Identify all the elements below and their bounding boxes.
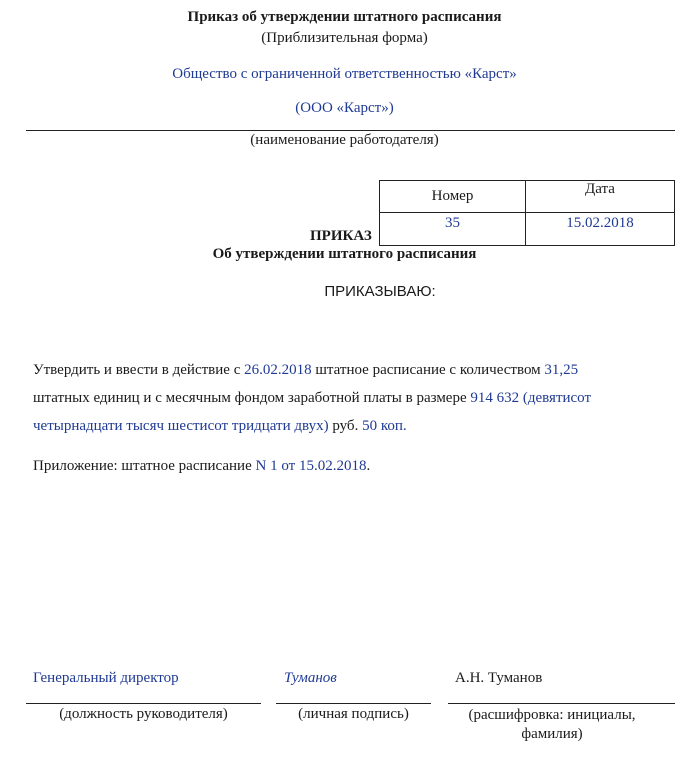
body-text: штатных единиц и с месячным фондом заработной платы в размере [33, 390, 471, 406]
appendix-reference: N 1 от 15.02.2018 [255, 458, 367, 474]
document-subtitle: (Приблизительная форма) [261, 30, 428, 46]
salary-words: четырнадцати тысяч шестисот тридцати двух) [33, 418, 329, 434]
effective-date: 26.02.2018 [244, 362, 312, 378]
name-underline [448, 703, 675, 704]
document-title: Приказ об утверждении штатного расписания [187, 9, 502, 25]
signer-name: А.Н. Туманов [455, 670, 543, 686]
name-caption: (расшифровка: инициалы, фамилия) [468, 707, 636, 742]
employer-full-name: Общество с ограниченной ответственностью «Карст» [172, 66, 517, 82]
kopecks: 50 коп. [362, 418, 407, 434]
appendix-line [33, 458, 370, 475]
date-header-cell: Дата [526, 181, 675, 213]
units-count: 31,25 [544, 362, 579, 378]
body-text: штатное расписание с количеством [311, 362, 545, 378]
body-line-3 [33, 418, 407, 435]
appendix-suffix: . [366, 458, 371, 474]
signature-caption: (личная подпись) [298, 706, 409, 722]
salary-amount: 914 632 (девятисот [470, 390, 592, 406]
signer-signature: Туманов [284, 670, 337, 686]
body-text: руб. [328, 418, 363, 434]
order-subject: Об утверждении штатного расписания [212, 246, 477, 262]
position-underline [26, 703, 261, 704]
employer-caption: (наименование работодателя) [250, 132, 439, 148]
order-label: ПРИКАЗ [310, 228, 372, 244]
order-command: ПРИКАЗЫВАЮ: [324, 283, 436, 300]
employer-underline [26, 130, 675, 131]
position-caption: (должность руководителя) [59, 706, 228, 722]
order-number-date-table [379, 180, 675, 246]
signature-underline [276, 703, 431, 704]
number-header-cell: Номер [380, 181, 526, 213]
appendix-prefix: Приложение: штатное расписание [33, 458, 256, 474]
body-text: Утвердить и ввести в действие с [33, 362, 245, 378]
number-value-cell: 35 [380, 213, 526, 246]
employer-short-name: (ООО «Карст») [295, 100, 394, 116]
body-line-1 [33, 362, 578, 379]
body-line-2 [33, 390, 591, 407]
date-value-cell: 15.02.2018 [526, 213, 675, 246]
signer-position: Генеральный директор [33, 670, 179, 686]
